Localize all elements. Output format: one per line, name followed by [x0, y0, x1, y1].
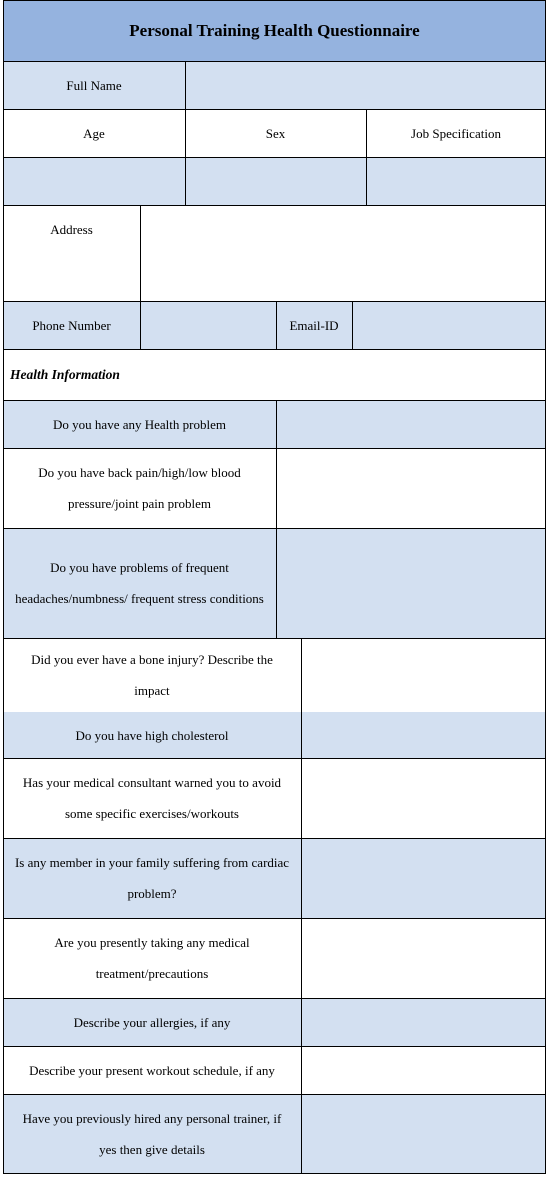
border-line [366, 109, 367, 205]
question-cholesterol: Do you have high cholesterol [3, 712, 301, 758]
border-line [3, 349, 546, 350]
border-line [3, 758, 546, 759]
answer-cholesterol[interactable] [301, 712, 546, 758]
border-line [301, 638, 302, 1173]
border-line [185, 61, 186, 205]
question-medical-treatment: Are you presently taking any medical treatment/precautions [3, 918, 301, 998]
question-workout-schedule: Describe your present workout schedule, if any [3, 1046, 301, 1094]
border-line [3, 1173, 546, 1174]
answer-health-problem[interactable] [276, 400, 546, 448]
border-line [3, 918, 546, 919]
full-name-label: Full Name [3, 61, 185, 109]
border-line [3, 400, 546, 401]
answer-headaches[interactable] [276, 528, 546, 638]
border-line [3, 301, 546, 302]
sex-field[interactable] [185, 157, 366, 205]
border-line [3, 157, 546, 158]
question-family-cardiac: Is any member in your family suffering from cardiac problem? [3, 838, 301, 918]
answer-allergies[interactable] [301, 998, 546, 1046]
address-field[interactable] [140, 205, 546, 301]
email-id-field[interactable] [352, 301, 546, 349]
border-line [3, 528, 546, 529]
border-line [3, 838, 546, 839]
question-headaches: Do you have problems of frequent headaches/numbness/ frequent stress conditions [3, 528, 276, 638]
age-label: Age [3, 109, 185, 157]
question-health-problem: Do you have any Health problem [3, 400, 276, 448]
job-specification-field[interactable] [366, 157, 546, 205]
border-line [3, 0, 4, 1174]
border-line [3, 448, 546, 449]
job-specification-label: Job Specification [366, 109, 546, 157]
border-line [3, 998, 546, 999]
health-information-heading: Health Information [3, 349, 546, 400]
question-allergies: Describe your allergies, if any [3, 998, 301, 1046]
answer-family-cardiac[interactable] [301, 838, 546, 918]
border-line [276, 400, 277, 638]
email-id-label: Email-ID [276, 301, 352, 349]
border-line [276, 301, 277, 349]
phone-number-label: Phone Number [3, 301, 140, 349]
question-medical-warning: Has your medical consultant warned you to avoid some specific exercises/workouts [3, 758, 301, 838]
border-line [3, 109, 546, 110]
border-line [140, 205, 141, 349]
phone-number-field[interactable] [140, 301, 276, 349]
full-name-field[interactable] [185, 61, 546, 109]
answer-medical-warning[interactable] [301, 758, 546, 838]
border-line [545, 0, 546, 1174]
border-line [3, 1094, 546, 1095]
sex-label: Sex [185, 109, 366, 157]
form-title: Personal Training Health Questionnaire [3, 0, 546, 61]
age-field[interactable] [3, 157, 185, 205]
border-line [3, 1046, 546, 1047]
question-bone-injury: Did you ever have a bone injury? Describe the impact [3, 638, 301, 712]
address-label: Address [3, 205, 140, 301]
answer-back-pain[interactable] [276, 448, 546, 528]
answer-medical-treatment[interactable] [301, 918, 546, 998]
border-line [352, 301, 353, 349]
border-line [3, 61, 546, 62]
border-line [3, 0, 546, 1]
border-line [3, 638, 546, 639]
question-back-pain: Do you have back pain/high/low blood pressure/joint pain problem [3, 448, 276, 528]
question-personal-trainer: Have you previously hired any personal trainer, if yes then give details [3, 1094, 301, 1173]
answer-workout-schedule[interactable] [301, 1046, 546, 1094]
answer-personal-trainer[interactable] [301, 1094, 546, 1173]
border-line [3, 205, 546, 206]
answer-bone-injury[interactable] [301, 638, 546, 712]
